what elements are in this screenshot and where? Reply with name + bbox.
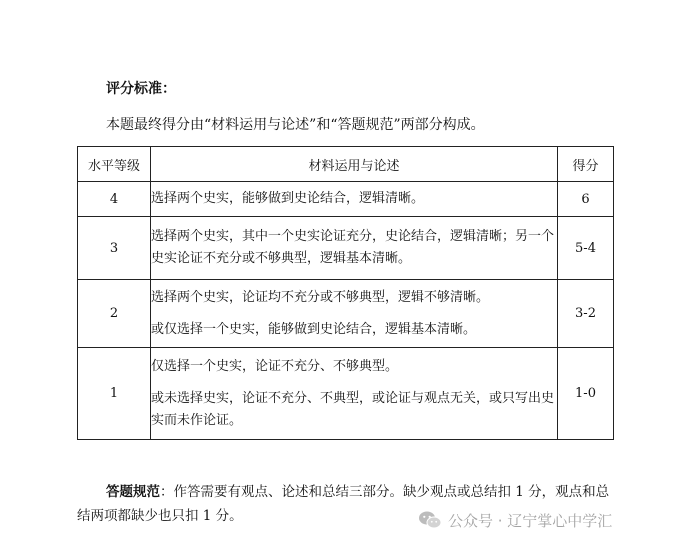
note-label: 答题规范 — [106, 484, 160, 500]
section-heading: 评分标准： — [106, 81, 176, 97]
score-cell: 6 — [558, 182, 614, 217]
description-text: 或未选择史实，论证不充分、不典型，或论证与观点无关，或只写出史实而未作论证。 — [151, 390, 555, 428]
score-cell: 5-4 — [558, 217, 614, 280]
description-text: 选择两个史实，论证均不充分或不够典型，逻辑不够清晰。 — [151, 289, 490, 305]
intro-text: 本题最终得分由“材料运用与论述”和“答题规范”两部分构成。 — [106, 117, 485, 133]
description-cell — [151, 280, 558, 348]
table-header-row — [78, 147, 614, 182]
table-row — [78, 348, 614, 440]
header-level: 水平等级 — [78, 147, 151, 182]
level-cell: 1 — [78, 348, 151, 440]
table-row — [78, 182, 614, 217]
description-cell — [151, 217, 558, 280]
description-text: 选择两个史实，能够做到史论结合，逻辑清晰。 — [151, 191, 425, 206]
level-cell: 3 — [78, 217, 151, 280]
watermark-text: 公众号 · 辽宁掌心中学汇 — [448, 511, 613, 530]
wechat-icon — [418, 510, 442, 530]
description-text: 或仅选择一个史实，能够做到史论结合，逻辑基本清晰。 — [151, 321, 477, 337]
table-row — [78, 217, 614, 280]
level-cell: 4 — [78, 182, 151, 217]
rubric-table — [77, 146, 614, 440]
description-cell — [151, 348, 558, 440]
level-cell: 2 — [78, 280, 151, 348]
score-cell: 1-0 — [558, 348, 614, 440]
score-cell: 3-2 — [558, 280, 614, 348]
description-text: 仅选择一个史实，论证不充分、不够典型。 — [151, 358, 399, 374]
watermark — [418, 506, 612, 534]
header-material: 材料运用与论述 — [151, 147, 558, 182]
header-score: 得分 — [558, 147, 614, 182]
description-cell — [151, 182, 558, 217]
table-row — [78, 280, 614, 348]
description-text: 选择两个史实，其中一个史实论证充分，史论结合，逻辑清晰；另一个史实论证不充分或不够典型，逻辑基本清晰。 — [151, 229, 555, 266]
note-text: ：作答需要有观点、论述和总结三部分。缺少观点或总结扣 1 分，观点和总结两项都缺少也只扣 1 分。 — [77, 484, 610, 524]
